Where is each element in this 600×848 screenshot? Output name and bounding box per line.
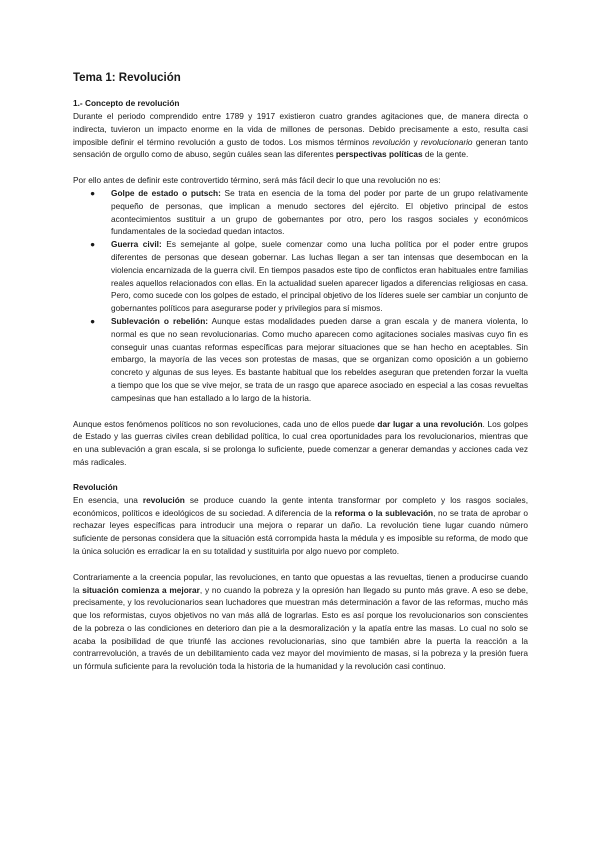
section-heading-revolucion: Revolución [73,481,118,492]
list-item-guerra-civil: ● Guerra civil: Es semejante al golpe, suele comenzar como una lucha política por el poder entre grupos diferentes de personas que desean gobernar. Las luchas llegan a ser tan intensas que desembocan en la violencia encarnizada de la guerra civil. En tiempos pasados este tipo de conflictos eran habituales entre familias reales aquellos relacionados con ellas. En la actualidad suelen aparecer ligados a diferencias religiosas en casa. Pero, como sucede con los golpes de estado, el principal objetivo de los líderes suele ser cambiar un conjunto de gobernantes políticos para asegurarse poder y privilegios para sí mismos. [90,239,528,314]
section-heading-concepto: 1.- Concepto de revolución [73,98,180,108]
list-item-sublevacion: ● Sublevación o rebelión: Aunque estas modalidades pueden darse a gran escala y de manera violenta, lo normal es que no sean revolucionarias. Como mucho aparecen como agitaciones sociales masivas cuyo fin es conseguir unas cuantas reformas específicas para mejorar situaciones que se han hecho en aceptables. Sin embargo, la mayoría de las veces son protestas de masas, que se organizan como oposición a un gobierno concreto y algunas de sus leyes. Es bastante habitual que los rebeldes aseguran que pretenden forzar la vuelta a tiempo que los que se vive mejor, se trata de un rasgo que aparece asociado en especial a las cosas revueltas campesinas que han estallado a lo largo de la historia. [90,315,528,403]
bullet-icon: ● [90,187,96,198]
bullet-icon: ● [90,239,96,250]
paragraph-fenomenos: Aunque estos fenómenos políticos no son revoluciones, cada uno de ellos puede dar lugar a una revolución. Los golpes de Estado y las guerras civiles crean debilidad política, lo cual crea oportunidades para los revolucionarios, mientras que en una sublevación a gran escala, si se prolonga lo suficiente, puede comenzar a generar demandas y acciones cada vez más radicales. [73,418,528,467]
list-item-golpe: ● Golpe de estado o putsch: Se trata en esencia de la toma del poder por parte de un grupo relativamente pequeño de personas, que implican a menudo sectores del ejército. El objetivo principal de estos acontecimientos sustituir a un grupo de gobernantes por otro, pero los rasgos sociales y económicos fundamentales de la sociedad quedan intactos. [90,187,528,237]
paragraph-esencia: En esencia, una revolución se produce cuando la gente intenta transformar por completo y los rasgos sociales, económicos, políticos e ideológicos de su sociedad. A diferencia de la reforma o la sublevación, no se trata de aprobar o rechazar leyes específicas para introducir una mejora o reparar un daño. La revolución tiene lugar cuando número suficiente de personas considera que la situación está corrompida hasta la médula y es imposible su reforma, de modo que la única solución es erradicar la en su totalidad y sustituirla por algo nuevo por completo. [73,494,529,556]
definition-list [73,187,528,405]
document-title: Tema 1: Revolución [73,72,181,84]
paragraph-list-intro: Por ello antes de definir este controvertido término, será más fácil decir lo que una revolución no es: [73,175,441,186]
bullet-icon: ● [90,315,96,326]
paragraph-creencia-popular: Contrariamente a la creencia popular, las revoluciones, en tanto que opuestas a las revueltas, tienen a producirse cuando la situación comienza a mejorar, y no cuando la pobreza y la opresión han llegado su punto más grave. A eso se debe, precisamente, y los revolucionarios sean luchadores que muestran más determinación a favor de las reformas, mucho más que los reformistas, cuyos objetivos no van más allá de lograrlas. Esto es así porque los revolucionarios son conscientes de la pobreza o las condiciones en deterioro dan pie a la desmoralización y la apatía entre las masas. Lo cual no solo se acaba la posibilidad de que triunfé las acciones revolucionarias, sino que también abre la puerta la reacción a la contrarrevolución, a través de un debilitamiento cada vez mayor del movimiento de masas, si la pobreza y la presión fuera un fórmula suficiente para la revolución toda la historia de la humanidad y la revolución casi continuo. [73,571,528,672]
paragraph-intro: Durante el periodo comprendido entre 1789 y 1917 existieron cuatro grandes agitaciones que, de manera directa o indirecta, tuvieron un impacto enorme en la vida de millones de personas. Debido precisamente a esto, resulta casi imposible definir el término revolución a gusto de todos. Los mismos términos revolución y revolucionario generan tanto sensación de orgullo como de abuso, según cuáles sean las diferentes perspectivas políticas de la gente. [73,111,528,160]
document-page [73,72,528,673]
